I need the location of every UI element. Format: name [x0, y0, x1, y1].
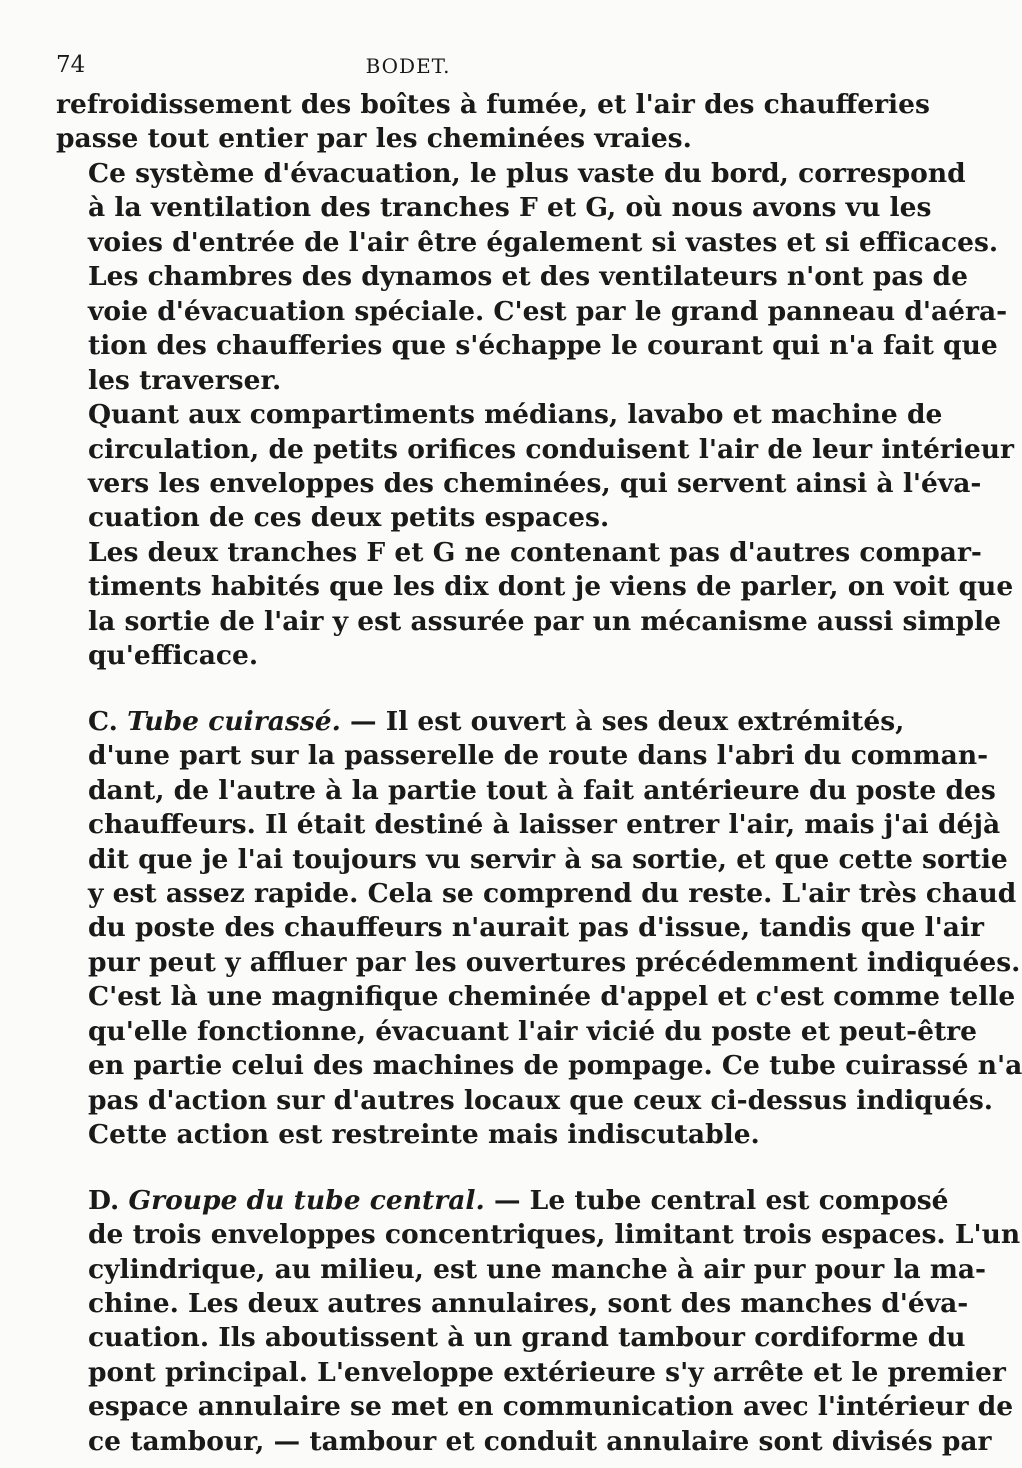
paragraph [56, 536, 1014, 674]
section-d [56, 1184, 1021, 1460]
section-d-title: Groupe du tube central. [128, 1184, 485, 1216]
text-line: voie d'évacuation spéciale. C'est par le grand panneau d'aéra- [88, 295, 1008, 327]
text-line: C'est là une magnifique cheminée d'appel et c'est comme telle [88, 981, 1016, 1013]
paragraph [56, 88, 930, 157]
text-line: Ce système d'évacuation, le plus vaste du bord, correspond [88, 157, 966, 189]
paragraph [56, 260, 1008, 398]
section-d-first-line [56, 1184, 949, 1218]
text-line: qu'elle fonctionne, évacuant l'air vicié du poste et peut-être [88, 1015, 978, 1047]
section-d-first-line-text: — Le tube central est composé [484, 1184, 949, 1216]
text-line: vers les enveloppes des cheminées, qui servent ainsi à l'éva- [88, 467, 982, 499]
text-line: en partie celui des machines de pompage. Ce tube cuirassé n'a [88, 1050, 1022, 1082]
text-line: espace annulaire se met en communication avec l'intérieur de [88, 1391, 1014, 1423]
text-line: ce tambour, — tambour et conduit annulaire sont divisés par [88, 1425, 992, 1457]
text-line: la sortie de l'air y est assurée par un mécanisme aussi simple [88, 605, 1001, 637]
paragraph-group [56, 88, 1014, 674]
page-number: 74 [56, 52, 86, 78]
text-line: du poste des chauffeurs n'aurait pas d'issue, tandis que l'air [88, 912, 984, 944]
text-line: y est assez rapide. Cela se comprend du reste. L'air très chaud [88, 877, 1017, 909]
text-line: Quant aux compartiments médians, lavabo et machine de [88, 399, 943, 431]
text-line: timents habités que les dix dont je viens de parler, on voit que [88, 571, 1014, 603]
section-c-label: C. [88, 705, 118, 737]
text-line: Les deux tranches F et G ne contenant pas d'autres compar- [88, 536, 982, 568]
text-line: voies d'entrée de l'air être également si vastes et si efficaces. [88, 226, 999, 258]
text-line: qu'efficace. [88, 640, 259, 672]
text-line: chine. Les deux autres annulaires, sont des manches d'éva- [88, 1287, 969, 1319]
section-d-label: D. [88, 1184, 120, 1216]
section-c [56, 705, 1022, 1153]
section-c-first-line-text: — Il est ouvert à ses deux extrémités, [340, 705, 905, 737]
text-line: chauffeurs. Il était destiné à laisser entrer l'air, mais j'ai déjà [88, 809, 1001, 841]
text-line: à la ventilation des tranches F et G, où nous avons vu les [88, 192, 932, 224]
text-line: Les chambres des dynamos et des ventilateurs n'ont pas de [88, 261, 968, 293]
running-head: BODET. [365, 54, 451, 78]
text-line: passe tout entier par les cheminées vraies. [56, 123, 692, 155]
text-line: d'une part sur la passerelle de route dans l'abri du comman- [88, 740, 989, 772]
text-line: cuation. Ils aboutissent à un grand tambour cordiforme du [88, 1322, 966, 1354]
page-header [56, 52, 760, 82]
text-line: circulation, de petits orifices conduisent l'air de leur intérieur [88, 433, 1014, 465]
text-line: cuation de ces deux petits espaces. [88, 502, 610, 534]
text-line: dit que je l'ai toujours vu servir à sa sortie, et que cette sortie [88, 843, 1008, 875]
text-line: refroidissement des boîtes à fumée, et l'air des chaufferies [56, 89, 930, 120]
section-c-first-line [56, 705, 905, 739]
body-text [56, 88, 1022, 1459]
text-line: pas d'action sur d'autres locaux que ceux ci-dessus indiqués. [88, 1084, 994, 1116]
paragraph [56, 398, 1014, 536]
text-line: de trois enveloppes concentriques, limitant trois espaces. L'un [88, 1219, 1021, 1251]
text-line: cylindrique, au milieu, est une manche à air pur pour la ma- [88, 1253, 987, 1285]
text-line: pont principal. L'enveloppe extérieure s'y arrête et le premier [88, 1356, 1006, 1388]
paragraph [56, 157, 999, 260]
text-line: pur peut y affluer par les ouvertures précédemment indiquées. [88, 946, 1021, 978]
text-line: dant, de l'autre à la partie tout à fait antérieure du poste des [88, 774, 996, 806]
text-line: les traverser. [88, 364, 282, 396]
section-c-title: Tube cuirassé. [127, 705, 341, 737]
text-line: Cette action est restreinte mais indiscutable. [88, 1119, 760, 1151]
text-line: tion des chaufferies que s'échappe le courant qui n'a fait que [88, 330, 998, 362]
